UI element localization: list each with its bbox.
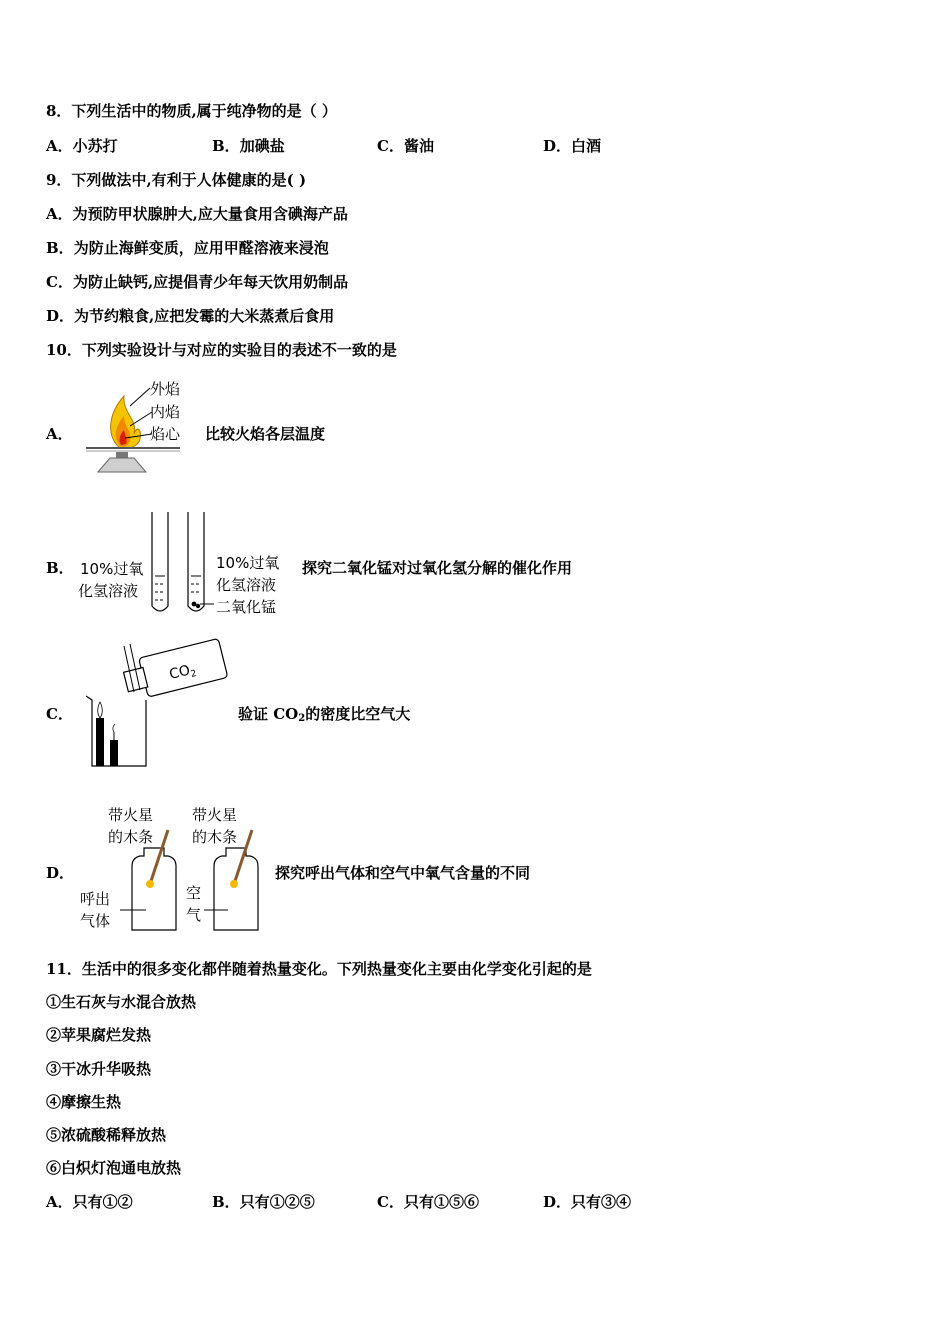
stick1-label-1: 带火星 (108, 806, 154, 824)
right-tube-label-1: 10%过氧 (216, 554, 280, 572)
q11-option-d: D．只有③④ (543, 1193, 632, 1211)
co2-bottle-label: $CO_2$ (167, 662, 198, 684)
right-tube-label-2: 化氢溶液 (216, 576, 277, 594)
q10-option-b-text: 探究二氧化锰对过氧化氢分解的催化作用 (302, 559, 573, 577)
q8-option-c: C．酱油 (377, 137, 434, 155)
q11-option-c: C．只有①⑤⑥ (377, 1193, 479, 1211)
gas-bottles-figure (78, 800, 278, 938)
q10-option-c-text: 验证 $CO_2$的密度比空气大 (238, 705, 411, 724)
q9-option-c: C．为防止缺钙,应提倡青少年每天饮用奶制品 (46, 273, 349, 291)
q10-stem: 10．下列实验设计与对应的实验目的表述不一致的是 (46, 341, 397, 359)
q8-option-b: B．加碘盐 (212, 137, 285, 155)
q10-option-c-letter: C． (46, 705, 73, 723)
left-tube-label-1: 10%过氧 (80, 560, 144, 578)
left-tube-label-2: 化氢溶液 (78, 582, 139, 600)
q11-item-2: ②苹果腐烂发热 (46, 1026, 152, 1044)
q10-option-a-letter: A． (46, 425, 73, 443)
stick2-label-1: 带火星 (192, 806, 238, 824)
flame-core-label: 焰心 (150, 425, 181, 443)
q8-option-d: D．白酒 (543, 137, 602, 155)
q11-option-b: B．只有①②⑤ (212, 1193, 315, 1211)
q10-option-d-letter: D． (46, 864, 75, 882)
q11-stem: 11．生活中的很多变化都伴随着热量变化。下列热量变化主要由化学变化引起的是 (46, 960, 592, 978)
q11-item-4: ④摩擦生热 (46, 1093, 122, 1111)
stick2-label-2: 的木条 (192, 828, 238, 846)
q8-option-a: A．小苏打 (46, 137, 118, 155)
q11-item-3: ③干冰升华吸热 (46, 1060, 152, 1078)
test-tubes-figure (76, 508, 296, 624)
inner-flame-label: 内焰 (150, 403, 181, 421)
q10-option-a-text: 比较火焰各层温度 (205, 425, 326, 443)
q9-stem: 9．下列做法中,有利于人体健康的是( ) (46, 171, 307, 189)
gas2-label-2: 气 (186, 906, 202, 924)
gas1-label-1: 呼出 (80, 890, 111, 908)
flame-figure (80, 376, 200, 480)
right-tube-label-3: 二氧化锰 (216, 598, 277, 616)
q9-option-b: B．为防止海鲜变质，应用甲醛溶液来浸泡 (46, 239, 329, 257)
q9-option-d: D．为节约粮食,应把发霉的大米蒸煮后食用 (46, 307, 335, 325)
q9-option-a: A．为预防甲状腺肿大,应大量食用含碘海产品 (46, 205, 348, 223)
outer-flame-label: 外焰 (150, 380, 181, 398)
q10-option-d-text: 探究呼出气体和空气中氧气含量的不同 (275, 864, 531, 882)
q10-option-b-letter: B． (46, 559, 74, 577)
q11-item-1: ①生石灰与水混合放热 (46, 993, 197, 1011)
q8-stem: 8．下列生活中的物质,属于纯净物的是（ ） (46, 102, 337, 120)
q11-option-a: A．只有①② (46, 1193, 133, 1211)
gas1-label-2: 气体 (80, 912, 111, 930)
co2-beaker-figure (84, 640, 234, 776)
stick1-label-2: 的木条 (108, 828, 154, 846)
gas2-label-1: 空 (186, 884, 202, 902)
q11-item-5: ⑤浓硫酸稀释放热 (46, 1126, 167, 1144)
q11-item-6: ⑥白炽灯泡通电放热 (46, 1159, 182, 1177)
